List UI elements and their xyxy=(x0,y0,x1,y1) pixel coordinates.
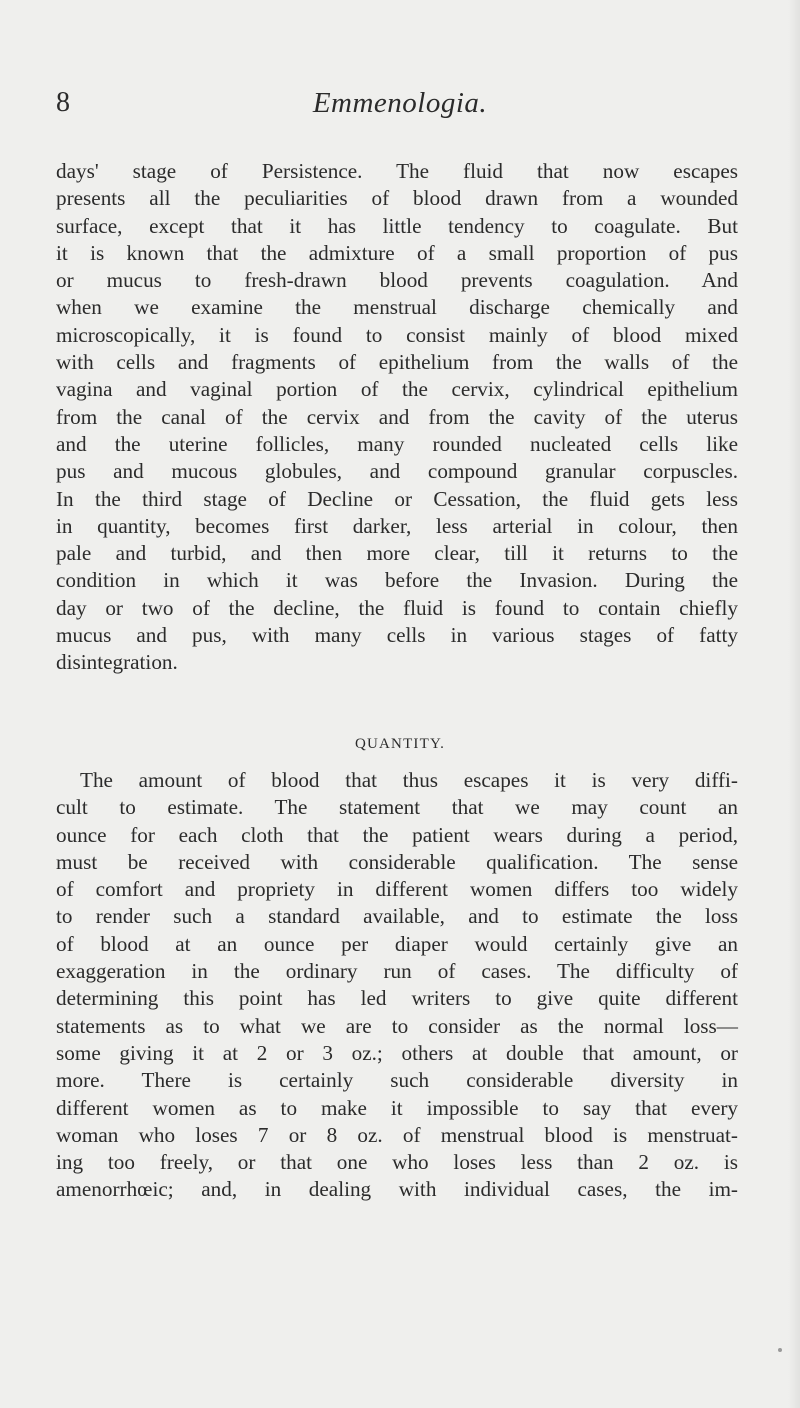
text-line: different women as to make it impossible to say that every xyxy=(56,1095,738,1120)
text-line: cult to estimate. The statement that we may count an xyxy=(56,795,738,820)
running-title: Emmenologia. xyxy=(312,87,488,119)
text-line: to render such a standard available, and to estimate the loss xyxy=(56,904,738,929)
text-line: ounce for each cloth that the patient wears during a period, xyxy=(56,822,738,847)
text-line: presents all the peculiarities of blood drawn from a wounded xyxy=(56,186,738,211)
text-line: In the third stage of Decline or Cessation, the fluid gets less xyxy=(56,486,738,511)
page-number: 8 xyxy=(56,87,70,118)
text-line: must be received with considerable qualification. The sense xyxy=(56,849,738,874)
text-line: vagina and vaginal portion of the cervix, cylindrical epithelium xyxy=(56,377,738,402)
text-line: or mucus to fresh-drawn blood prevents coagulation. And xyxy=(56,268,738,293)
text-line: from the canal of the cervix and from the cavity of the uterus xyxy=(56,404,738,429)
text-line: determining this point has led writers to give quite different xyxy=(56,986,738,1011)
text-line: day or two of the decline, the fluid is found to contain chiefly xyxy=(56,595,738,620)
text-line: pus and mucous globules, and compound granular corpuscles. xyxy=(56,459,738,484)
text-line: days' stage of Persistence. The fluid that now escapes xyxy=(56,159,738,183)
paragraph-persistence xyxy=(56,158,738,677)
text-line: when we examine the menstrual discharge chemically and xyxy=(56,295,738,320)
text-line: mucus and pus, with many cells in various stages of fatty xyxy=(56,623,738,648)
text-line: statements as to what we are to consider as the normal loss— xyxy=(56,1013,738,1038)
margin-speck xyxy=(778,1348,782,1352)
text-line: disintegration. xyxy=(56,650,178,675)
page-edge-shadow xyxy=(788,0,800,1408)
text-line: with cells and fragments of epithelium from the walls of the xyxy=(56,350,738,375)
paragraph-quantity xyxy=(56,767,738,1204)
section-heading-quantity: QUANTITY. xyxy=(354,736,446,752)
text-line: it is known that the admixture of a small proportion of pus xyxy=(56,240,738,265)
text-line: exaggeration in the ordinary run of cases. The difficulty of xyxy=(56,959,738,984)
text-line: microscopically, it is found to consist mainly of blood mixed xyxy=(56,322,738,347)
text-line: pale and turbid, and then more clear, till it returns to the xyxy=(56,541,738,566)
text-line: in quantity, becomes first darker, less arterial in colour, then xyxy=(56,513,738,538)
text-line: amenorrhœic; and, in dealing with individual cases, the im- xyxy=(56,1177,738,1202)
text-line: of comfort and propriety in different women differs too widely xyxy=(56,877,738,902)
text-line: condition in which it was before the Invasion. During the xyxy=(56,568,738,593)
text-line: surface, except that it has little tendency to coagulate. But xyxy=(56,213,738,238)
text-line: of blood at an ounce per diaper would certainly give an xyxy=(56,931,738,956)
text-line: ing too freely, or that one who loses less than 2 oz. is xyxy=(56,1150,738,1175)
text-line: The amount of blood that thus escapes it is very diffi- xyxy=(80,768,738,792)
text-line: some giving it at 2 or 3 oz.; others at double that amount, or xyxy=(56,1040,738,1065)
text-line: and the uterine follicles, many rounded nucleated cells like xyxy=(56,431,738,456)
text-line: woman who loses 7 or 8 oz. of menstrual blood is menstruat- xyxy=(56,1122,738,1147)
text-line: more. There is certainly such considerable diversity in xyxy=(56,1068,738,1093)
